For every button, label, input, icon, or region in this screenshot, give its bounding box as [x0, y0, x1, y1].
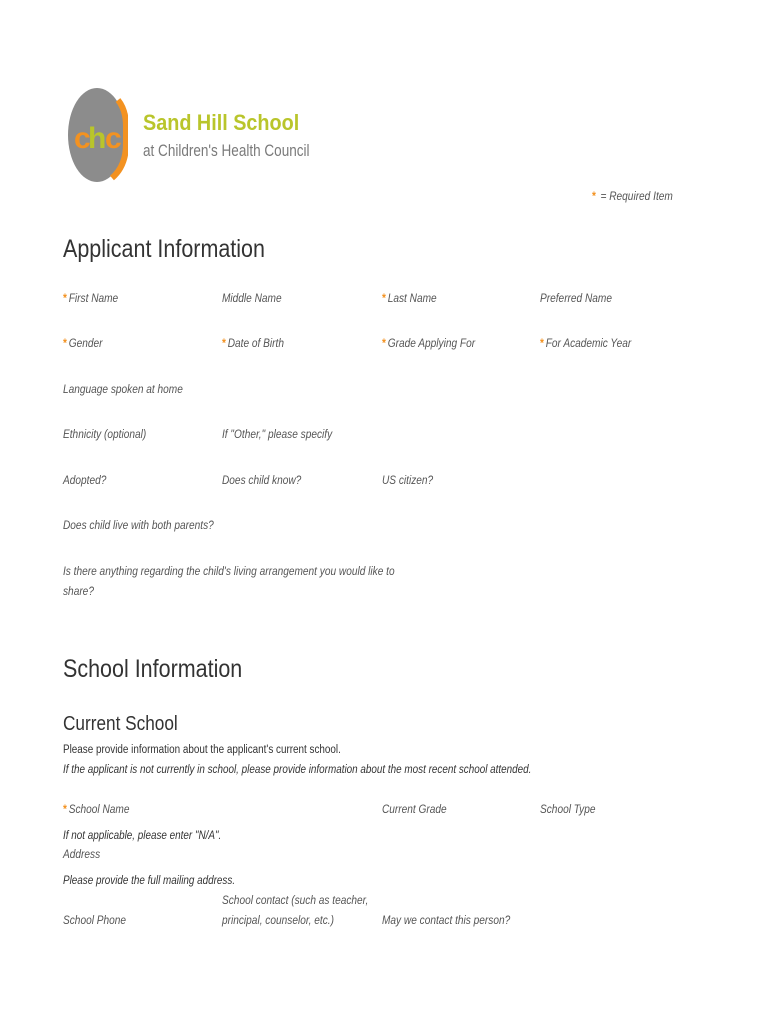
required-star-icon: *: [540, 338, 544, 350]
svg-text:c: c: [105, 122, 122, 155]
grade-field[interactable]: [382, 338, 475, 350]
school-note: Please provide information about the applicant's current school.: [63, 744, 341, 756]
school-contact-field[interactable]: [222, 895, 368, 907]
required-star-icon: *: [63, 338, 67, 350]
last-name-field[interactable]: [382, 293, 437, 305]
current-grade-field[interactable]: [382, 804, 447, 816]
living-arrangement-field[interactable]: [63, 566, 395, 578]
academic-year-field[interactable]: [540, 338, 631, 350]
required-legend-text: = Required Item: [600, 191, 673, 203]
brand-name: Sand Hill School: [143, 110, 300, 135]
current-school-subheading: Current School: [63, 713, 178, 735]
child-know-field[interactable]: [222, 475, 301, 487]
required-star-icon: *: [63, 293, 67, 305]
both-parents-label: Does child live with both parents?: [63, 520, 214, 532]
adopted-label: Adopted?: [63, 475, 107, 487]
middle-name-field[interactable]: [222, 293, 282, 305]
other-specify-label: If "Other," please specify: [222, 429, 333, 441]
first-name-label: First Name: [68, 293, 119, 305]
last-name-label: Last Name: [387, 293, 437, 305]
middle-name-label: Middle Name: [222, 293, 282, 305]
both-parents-field[interactable]: [63, 520, 214, 532]
living-arrangement-label-line1: Is there anything regarding the child's living arrangement you would like to: [63, 566, 395, 578]
ethnicity-label: Ethnicity (optional): [63, 429, 147, 441]
na-note: If not applicable, please enter "N/A".: [63, 830, 222, 842]
child-know-label: Does child know?: [222, 475, 302, 487]
living-arrangement-field-cont: [63, 586, 94, 598]
school-phone-label: School Phone: [63, 915, 127, 927]
required-legend: [592, 191, 673, 203]
may-contact-field[interactable]: [382, 915, 510, 927]
required-star-icon: *: [592, 191, 596, 203]
svg-text:c: c: [74, 122, 91, 155]
school-contact-field-cont: [222, 915, 334, 927]
mailing-note: Please provide the full mailing address.: [63, 875, 236, 887]
school-note-italic: If the applicant is not currently in school, please provide information about the most recent school attended.: [63, 764, 532, 776]
required-star-icon: *: [222, 338, 226, 350]
dob-label: Date of Birth: [227, 338, 284, 350]
other-specify-field[interactable]: [222, 429, 332, 441]
ethnicity-field[interactable]: [63, 429, 146, 441]
school-logo: [68, 86, 128, 184]
gender-field[interactable]: [63, 338, 102, 350]
us-citizen-label: US citizen?: [382, 475, 434, 487]
language-field[interactable]: [63, 384, 183, 396]
grade-label: Grade Applying For: [387, 338, 476, 350]
first-name-field[interactable]: [63, 293, 118, 305]
required-star-icon: *: [382, 338, 386, 350]
adopted-field[interactable]: [63, 475, 106, 487]
school-type-field[interactable]: [540, 804, 596, 816]
svg-text:h: h: [88, 122, 107, 155]
address-field[interactable]: [63, 849, 100, 861]
required-star-icon: *: [63, 804, 67, 816]
school-contact-label-line2: principal, counselor, etc.): [222, 915, 334, 927]
brand-subtitle: at Children's Health Council: [143, 142, 310, 160]
preferred-name-field[interactable]: [540, 293, 612, 305]
may-contact-label: May we contact this person?: [382, 915, 511, 927]
academic-year-label: For Academic Year: [545, 338, 632, 350]
address-label: Address: [63, 849, 101, 861]
living-arrangement-label-line2: share?: [63, 586, 94, 598]
school-name-field[interactable]: [63, 804, 129, 816]
school-contact-label-line1: School contact (such as teacher,: [222, 895, 369, 907]
us-citizen-field[interactable]: [382, 475, 433, 487]
school-heading: School Information: [63, 655, 243, 683]
school-type-label: School Type: [540, 804, 596, 816]
school-phone-field[interactable]: [63, 915, 126, 927]
dob-field[interactable]: [222, 338, 284, 350]
required-star-icon: *: [382, 293, 386, 305]
preferred-name-label: Preferred Name: [540, 293, 612, 305]
applicant-heading: Applicant Information: [63, 235, 265, 263]
chc-logo-icon: [68, 86, 128, 184]
school-name-label: School Name: [68, 804, 130, 816]
gender-label: Gender: [68, 338, 103, 350]
current-grade-label: Current Grade: [382, 804, 447, 816]
language-label: Language spoken at home: [63, 384, 183, 396]
